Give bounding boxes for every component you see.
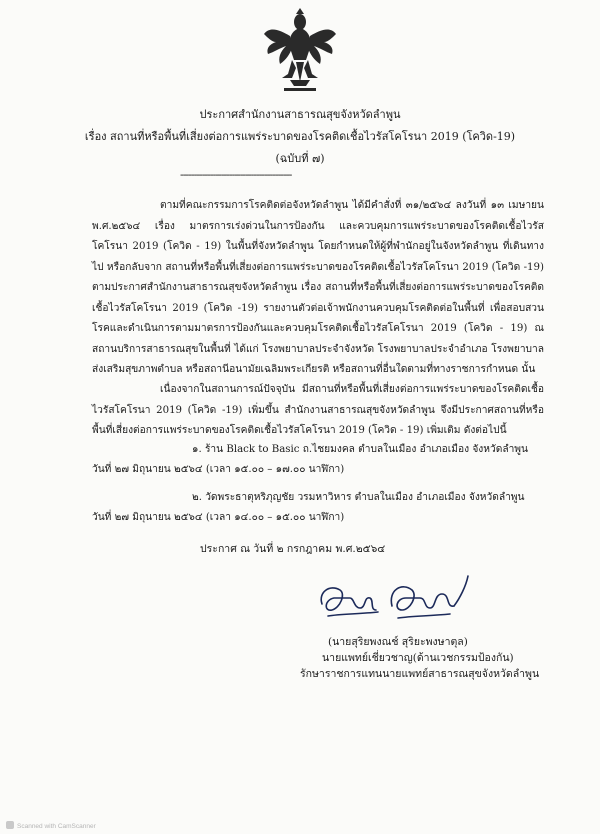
list-item-location: ๒. วัดพระธาตุหริภุญชัย วรมหาวิหาร ตำบลในเมือง อำเภอเมือง จังหวัดลำพูน (192, 492, 525, 503)
paragraph-announcement: เนื่องจากในสถานการณ์ปัจจุบัน มีสถานที่หรือพื้นที่เสี่ยงต่อการแพร่ระบาดของโรคติดเชื้อไวรัสโคโรนา 2019 (โควิด -19) เพิ่มขึ้น สำนักงานสาธารณสุขจังหวัดลำพูน จึงมีประกาศสถานที่หรือพื้นที่เสี่ยงต่อการแพร่ระบาดของโรคติดเชื้อไวรัสโคโรนา 2019 (โควิด - 19) เพิ่มเติม ดังต่อไปนี้ (92, 384, 544, 436)
list-item-datetime: วันที่ ๒๗ มิถุนายน ๒๕๖๔ (เวลา ๑๕.๐๐ – ๑๗.๐๐ นาฬิกา) (92, 464, 345, 475)
announcement-date: ประกาศ ณ วันที่ ๒ กรกฎาคม พ.ศ.๒๕๖๔ (200, 543, 386, 555)
list-item-location: ๑. ร้าน Black to Basic ถ.ไชยมงคล ตำบลในเมือง อำเภอเมือง จังหวัดลำพูน (192, 444, 528, 455)
list-item-datetime: วันที่ ๒๗ มิถุนายน ๒๕๖๔ (เวลา ๑๔.๐๐ – ๑๕.๐๐ นาฬิกา) (92, 512, 345, 523)
signer-name: (นายสุริยพงณช์ สุริยะพงษาตุล) (328, 636, 468, 648)
edition-label: (ฉบับที่ ๗) (275, 152, 325, 165)
list-item (92, 488, 544, 528)
divider-line: ----------------------------------------- (180, 168, 292, 181)
paragraph-background: ตามที่คณะกรรมการโรคติดต่อจังหวัดลำพูน ได้มีคำสั่งที่ ๓๑/๒๕๖๔ ลงวันที่ ๑๓ เมษายน พ.ศ.๒๕๖๔ เรื่อง มาตรการเร่งด่วนในการป้องกัน และควบคุมการแพร่ระบาดของโรคติดเชื้อไวรัสโคโรนา 2019 (โควิด - 19) ในพื้นที่จังหวัดลำพูน โดยกำหนดให้ผู้ที่พำนักอยู่ในจังหวัดลำพูน ที่เดินทางไป หรือกลับจาก สถานที่หรือพื้นที่เสี่ยงต่อการแพร่ระบาดของโรคติดเชื้อไวรัสโคโรนา 2019 (โควิด -19) ตามประกาศสำนักงานสาธารณสุขจังหวัดลำพูน เรื่อง สถานที่หรือพื้นที่เสี่ยงต่อการแพร่ระบาดของโรคติดเชื้อไวรัสโคโรนา 2019 (โควิด -19) รายงานตัวต่อเจ้าพนักงานควบคุมโรคติดต่อในพื้นที่ เพื่อสอบสวนโรคและดำเนินการตามมาตรการป้องกันและควบคุมโรคติดเชื้อไวรัสโคโรนา 2019 (โควิด - 19) ณ สถานบริการสาธารณสุขในพื้นที่ ได้แก่ โรงพยาบาลประจำจังหวัด โรงพยาบาลประจำอำเภอ โรงพยาบาลส่งเสริมสุขภาพตำบล หรือสถานีอนามัยเฉลิมพระเกียรติ หรือสถานที่อื่นใดตามที่ทางราชการกำหนด นั้น (92, 200, 544, 375)
subject-line: เรื่อง สถานที่หรือพื้นที่เสี่ยงต่อการแพร่ระบาดของโรคติดเชื้อไวรัสโคโรนา 2019 (โควิด-19) (84, 130, 516, 143)
signer-acting-for: รักษาราชการแทนนายแพทย์สาธารณสุขจังหวัดลำพูน (300, 668, 540, 680)
signer-position: นายแพทย์เชี่ยวชาญ(ด้านเวชกรรมป้องกัน) (322, 652, 514, 664)
svg-text:Scanned with CamScanner: Scanned with CamScanner (17, 823, 96, 830)
garuda-emblem-icon (262, 8, 338, 94)
issuer-title: ประกาศสำนักงานสาธารณสุขจังหวัดลำพูน (199, 108, 401, 121)
camscanner-watermark (6, 820, 126, 830)
handwritten-signature (300, 568, 480, 626)
list-item (92, 440, 544, 480)
